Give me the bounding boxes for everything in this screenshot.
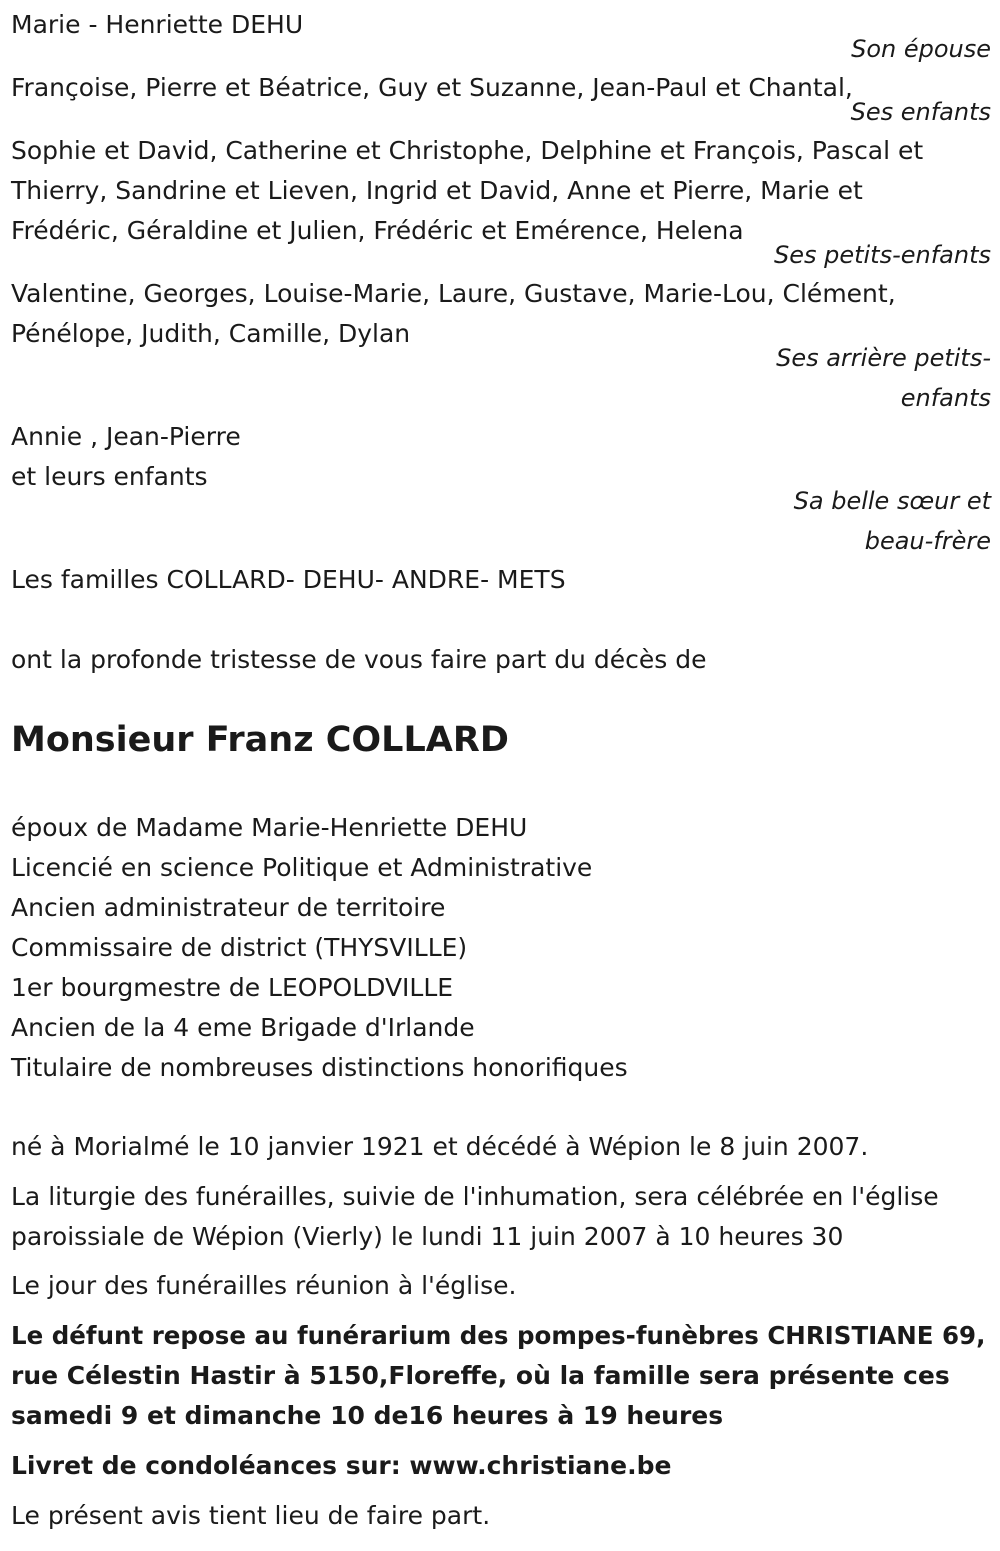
grandchildren-line-1: Sophie et David, Catherine et Christophe, Delphine et François, Pascal et [11,136,924,165]
rest-line-1: Le défunt repose au funérarium des pompes-funèbres CHRISTIANE 69, [11,1321,986,1350]
families-line: Les familles COLLARD- DEHU- ANDRE- METS [11,565,566,594]
in-laws-role-line-1: Sa belle sœur et [793,487,991,515]
detail-commissioner: Commissaire de district (THYSVILLE) [11,933,468,962]
children-role: Ses enfants [850,98,991,126]
announcement-text: ont la profonde tristesse de vous faire part du décès de [11,645,707,674]
grandchildren-line-2: Thierry, Sandrine et Lieven, Ingrid et David, Anne et Pierre, Marie et [11,176,863,205]
detail-mayor: 1er bourgmestre de LEOPOLDVILLE [11,973,454,1002]
meeting-text: Le jour des funérailles réunion à l'église. [11,1271,517,1300]
in-laws-line-2: et leurs enfants [11,462,208,491]
great-grandchildren-line-2: Pénélope, Judith, Camille, Dylan [11,319,411,348]
great-grandchildren-role-line-2: enfants [900,384,991,412]
in-laws-role-line-2: beau-frère [864,527,991,555]
closing-text: Le présent avis tient lieu de faire part. [11,1501,491,1530]
detail-brigade: Ancien de la 4 eme Brigade d'Irlande [11,1013,475,1042]
grandchildren-line-3: Frédéric, Géraldine et Julien, Frédéric et Emérence, Helena [11,216,744,245]
children-names: Françoise, Pierre et Béatrice, Guy et Suzanne, Jean-Paul et Chantal, [11,73,853,102]
detail-spouse: époux de Madame Marie-Henriette DEHU [11,813,528,842]
detail-administrator: Ancien administrateur de territoire [11,893,446,922]
detail-degree: Licencié en science Politique et Administrative [11,853,593,882]
rest-line-3: samedi 9 et dimanche 10 de16 heures à 19 heures [11,1401,724,1430]
great-grandchildren-line-1: Valentine, Georges, Louise-Marie, Laure, Gustave, Marie-Lou, Clément, [11,279,896,308]
detail-distinctions: Titulaire de nombreuses distinctions honorifiques [11,1053,628,1082]
birth-death-text: né à Morialmé le 10 janvier 1921 et décédé à Wépion le 8 juin 2007. [11,1132,869,1161]
grandchildren-role: Ses petits-enfants [773,241,991,269]
liturgy-line-2: paroissiale de Wépion (Vierly) le lundi 11 juin 2007 à 10 heures 30 [11,1222,844,1251]
condolences-text: Livret de condoléances sur: www.christiane.be [11,1451,672,1480]
in-laws-line-1: Annie , Jean-Pierre [11,422,241,451]
spouse-names: Marie - Henriette DEHU [11,10,304,39]
deceased-name: Monsieur Franz COLLARD [11,720,509,760]
spouse-role: Son épouse [851,35,991,63]
liturgy-line-1: La liturgie des funérailles, suivie de l'inhumation, sera célébrée en l'église [11,1182,939,1211]
great-grandchildren-role-line-1: Ses arrière petits- [776,344,991,372]
rest-line-2: rue Célestin Hastir à 5150,Floreffe, où la famille sera présente ces [11,1361,950,1390]
